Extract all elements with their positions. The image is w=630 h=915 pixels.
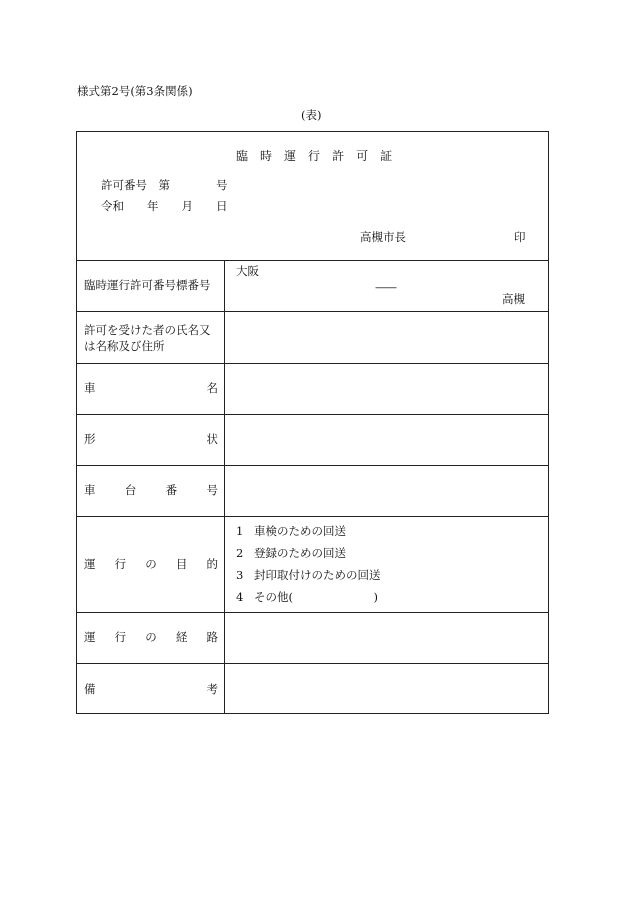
row-divider bbox=[76, 612, 549, 613]
label-char: 形 bbox=[84, 432, 96, 446]
plate-number-label: 臨時運行許可番号標番号 bbox=[84, 278, 211, 292]
label-char: 運 bbox=[84, 630, 96, 644]
purpose-text: 車検のための回送 bbox=[254, 524, 346, 538]
purpose-item bbox=[236, 592, 378, 604]
route-label bbox=[84, 632, 218, 644]
title-char: 証 bbox=[380, 149, 405, 163]
title-char: 許 bbox=[332, 149, 357, 163]
permit-form-table bbox=[76, 131, 549, 714]
row-divider bbox=[76, 465, 549, 466]
purpose-item bbox=[236, 548, 346, 560]
label-char: の bbox=[145, 630, 157, 644]
label-char: 状 bbox=[206, 432, 218, 446]
label-char: 運 bbox=[84, 557, 96, 571]
row-divider bbox=[76, 363, 549, 364]
label-char: 台 bbox=[124, 483, 137, 497]
purpose-text: その他( ) bbox=[254, 590, 378, 604]
title-char: 運 bbox=[284, 149, 309, 163]
column-divider bbox=[224, 260, 225, 714]
purpose-number: 2 bbox=[236, 546, 244, 560]
side-label: (表) bbox=[301, 108, 322, 122]
form-number: 様式第2号(第3条関係) bbox=[77, 84, 193, 98]
label-char: 考 bbox=[206, 682, 218, 696]
plate-prefecture: 大阪 bbox=[236, 264, 259, 278]
label-char: 路 bbox=[206, 630, 218, 644]
label-char: 経 bbox=[175, 630, 188, 644]
label-char: 番 bbox=[165, 483, 178, 497]
chassis-number-label bbox=[84, 485, 218, 497]
shape-label bbox=[84, 434, 218, 446]
purpose-item bbox=[236, 570, 381, 582]
seal-mark: 印 bbox=[514, 230, 526, 244]
purpose-number: 1 bbox=[236, 524, 244, 538]
purpose-text: 登録のための回送 bbox=[254, 546, 346, 560]
label-char: 車 bbox=[84, 483, 96, 497]
purpose-label bbox=[84, 559, 218, 571]
title-char: 可 bbox=[356, 149, 381, 163]
label-char: 車 bbox=[84, 381, 96, 395]
certificate-title bbox=[236, 150, 404, 162]
label-char: 行 bbox=[114, 557, 127, 571]
permit-number-line: 許可番号 第 号 bbox=[101, 178, 228, 192]
row-divider bbox=[76, 663, 549, 664]
label-char: 号 bbox=[206, 483, 218, 497]
label-char: の bbox=[145, 557, 157, 571]
issue-date-line: 令和 年 月 日 bbox=[101, 199, 228, 213]
row-divider bbox=[76, 516, 549, 517]
row-divider bbox=[76, 414, 549, 415]
row-divider bbox=[76, 260, 549, 261]
label-char: 的 bbox=[206, 557, 218, 571]
label-char: 行 bbox=[114, 630, 127, 644]
issuer-name: 高槻市長 bbox=[360, 230, 406, 244]
title-char: 時 bbox=[260, 149, 285, 163]
title-char: 行 bbox=[308, 149, 333, 163]
remarks-label bbox=[84, 684, 218, 696]
label-char: 備 bbox=[84, 682, 96, 696]
car-name-label bbox=[84, 383, 218, 395]
purpose-number: 3 bbox=[236, 568, 244, 582]
title-char: 臨 bbox=[236, 149, 261, 163]
purpose-text: 封印取付けのための回送 bbox=[254, 568, 381, 582]
purpose-number: 4 bbox=[236, 590, 244, 604]
label-char: 目 bbox=[175, 557, 188, 571]
label-char: 名 bbox=[206, 381, 218, 395]
row-divider bbox=[76, 311, 549, 312]
plate-city: 高槻 bbox=[502, 292, 525, 306]
holder-label: 許可を受けた者の氏名又は名称及び住所 bbox=[84, 323, 211, 353]
plate-dash: —— bbox=[375, 280, 396, 294]
purpose-item bbox=[236, 526, 346, 538]
